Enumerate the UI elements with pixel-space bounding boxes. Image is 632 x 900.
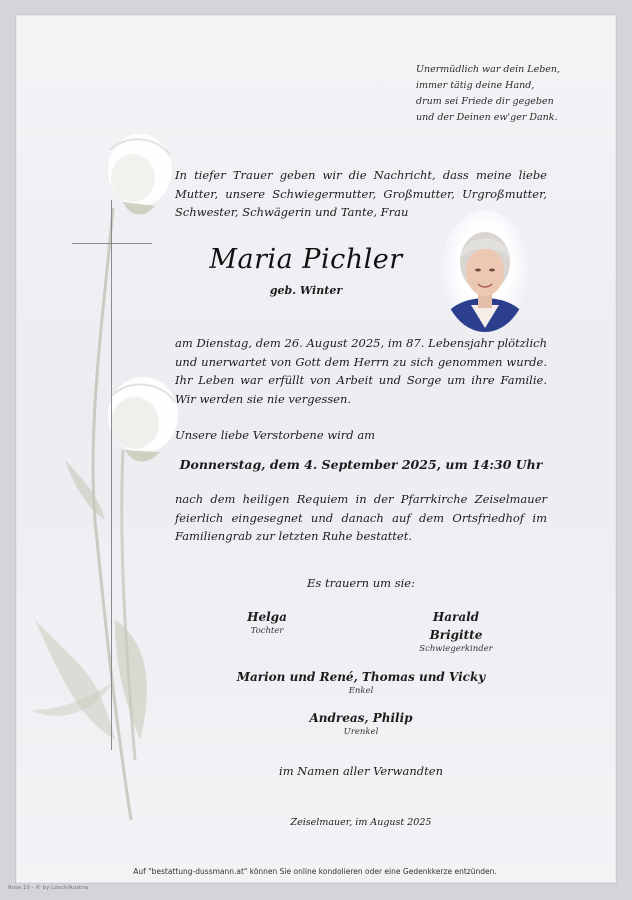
relatives-line: im Namen aller Verwandten	[279, 764, 443, 778]
mourner-relation: Urenkel	[343, 727, 379, 737]
mourner-group-in-laws	[406, 608, 506, 655]
portrait-photo	[441, 210, 529, 332]
birth-name: geb. Winter	[269, 284, 343, 297]
mourner-group-daughter	[222, 608, 312, 637]
motto-line: Unermüdlich war dein Leben,	[416, 64, 561, 75]
mourner-relation: Tochter	[250, 626, 284, 636]
burial-text: nach dem heiligen Requiem in der Pfarrkirche Zeiselmauer feierlich eingesegnet und danach auf dem Ortsfriedhof im Familiengrab zur letzten Ruhe bestattet.	[175, 492, 547, 543]
funeral-date: Donnerstag, dem 4. September 2025, um 14:30 Uhr	[179, 457, 543, 472]
mourner-name: Brigitte	[429, 628, 483, 642]
funeral-intro: Unsere liebe Verstorbene wird am	[175, 428, 376, 442]
motto-line: immer tätig deine Hand,	[416, 80, 535, 91]
mourner-group-grandchildren	[236, 668, 486, 697]
death-announcement: am Dienstag, dem 26. August 2025, im 87. Lebensjahr plötzlich und unerwartet von Gott dem Herrn zu sich genommen wurde. Ihr Leben war erfüllt von Arbeit und Sorge um ihre Familie. Wir werden sie nie vergessen.	[175, 336, 547, 406]
cross-horizontal	[72, 243, 152, 244]
deceased-name: Maria Pichler	[209, 244, 403, 275]
mourner-name: Helga	[247, 610, 287, 624]
mourner-name: Harald	[432, 610, 480, 624]
place-date: Zeiselmauer, im August 2025	[290, 817, 432, 828]
mourners-heading: Es trauern um sie:	[307, 576, 415, 590]
mourner-group-great-grandchildren	[286, 709, 436, 738]
intro-text: In tiefer Trauer geben wir die Nachricht, dass meine liebe Mutter, unsere Schwiegermutter, Großmutter, Urgroßmutter, Schwester, Schwägerin und Tante, Frau	[175, 168, 547, 219]
cross-vertical	[111, 200, 112, 750]
mourner-name: Marion und René, Thomas und Vicky	[236, 670, 486, 684]
mourner-relation: Schwiegerkinder	[419, 644, 493, 654]
motto-line: und der Deinen ew'ger Dank.	[416, 112, 558, 123]
mourner-name: Andreas, Philip	[309, 711, 413, 725]
mourner-relation: Enkel	[348, 686, 374, 696]
white-rose-illustration	[15, 120, 185, 820]
motto-poem	[416, 62, 586, 126]
motto-line: drum sei Friede dir gegeben	[416, 96, 554, 107]
condolence-footer: Auf "bestattung-dussmann.at" können Sie online kondolieren oder eine Gedenkkerze entzünden.	[133, 867, 497, 876]
image-credit: Rose 10 - © by Lösch/Austria	[8, 885, 89, 891]
